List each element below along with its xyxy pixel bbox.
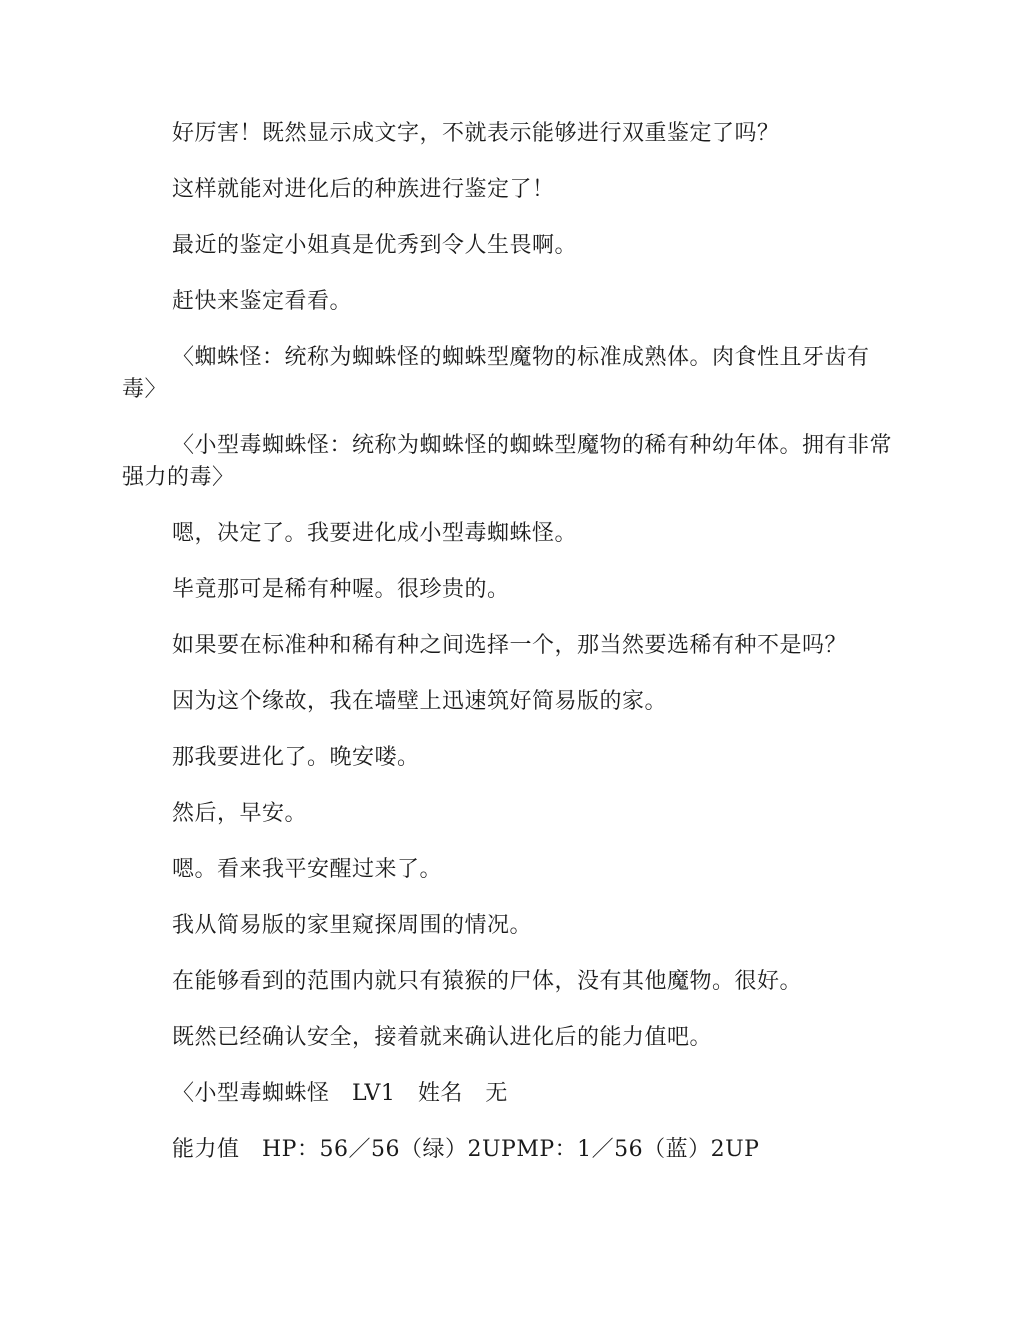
paragraph: 〈蜘蛛怪：统称为蜘蛛怪的蜘蛛型魔物的标准成熟体。肉食性且牙齿有毒〉 — [122, 345, 870, 402]
paragraph: 最近的鉴定小姐真是优秀到令人生畏啊。 — [172, 233, 578, 258]
paragraph: 这样就能对进化后的种族进行鉴定了！ — [172, 177, 555, 202]
document-page — [122, 118, 902, 1190]
paragraph: 在能够看到的范围内就只有猿猴的尸体，没有其他魔物。很好。 — [172, 969, 803, 994]
paragraph: 〈小型毒蜘蛛怪：统称为蜘蛛怪的蜘蛛型魔物的稀有种幼年体。拥有非常强力的毒〉 — [122, 433, 893, 490]
paragraph: 毕竟那可是稀有种喔。很珍贵的。 — [172, 577, 510, 602]
paragraph: 〈小型毒蜘蛛怪 LV1 姓名 无 — [172, 1081, 508, 1106]
paragraph: 好厉害！既然显示成文字，不就表示能够进行双重鉴定了吗？ — [172, 121, 780, 146]
paragraph: 能力值 HP：56／56（绿）2UPMP：1／56（蓝）2UP — [172, 1137, 760, 1162]
paragraph: 因为这个缘故，我在墙壁上迅速筑好简易版的家。 — [172, 689, 668, 714]
paragraph: 赶快来鉴定看看。 — [172, 289, 353, 314]
paragraph: 嗯。看来我平安醒过来了。 — [172, 857, 443, 882]
paragraph: 我从简易版的家里窥探周围的情况。 — [172, 913, 533, 938]
paragraph: 既然已经确认安全，接着就来确认进化后的能力值吧。 — [172, 1025, 713, 1050]
paragraph: 如果要在标准种和稀有种之间选择一个，那当然要选稀有种不是吗？ — [172, 633, 848, 658]
paragraph: 然后，早安。 — [172, 801, 308, 826]
paragraph: 嗯，决定了。我要进化成小型毒蜘蛛怪。 — [172, 521, 578, 546]
paragraph: 那我要进化了。晚安喽。 — [172, 745, 420, 770]
